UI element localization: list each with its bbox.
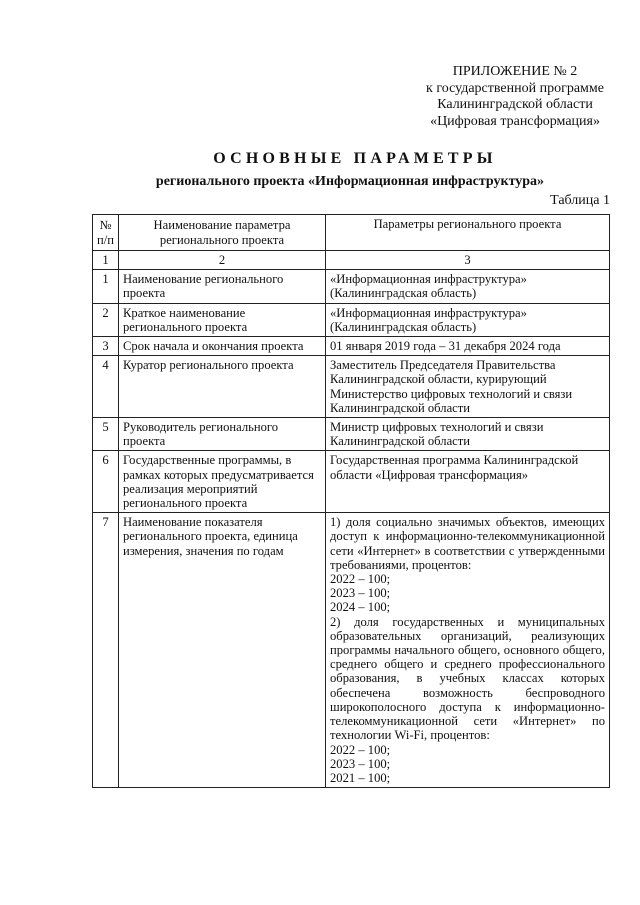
document-title: ОСНОВНЫЕ ПАРАМЕТРЫ: [213, 150, 497, 167]
parameter-value: Министр цифровых технологий и связи Калининградской области: [326, 418, 610, 451]
appendix-ref-line: Калининградской области: [437, 97, 593, 112]
parameter-value: Заместитель Председателя Правительства Калининградской области, курирующий Министерство цифровых технологий и связи Калининградской области: [326, 356, 610, 418]
header-name: Наименование параметра регионального проекта: [119, 215, 326, 251]
appendix-block: [426, 64, 604, 130]
indicator-2-value: 2021 – 100;: [330, 770, 391, 785]
parameter-name: Наименование показателя регионального проекта, единица измерения, значения по годам: [119, 513, 326, 788]
table-row: [93, 418, 610, 451]
indicator-2-value: 2023 – 100;: [330, 756, 391, 771]
parameter-value: Государственная программа Калининградской области «Цифровая трансформация»: [326, 451, 610, 513]
column-number: 3: [326, 251, 610, 270]
header-value: Параметры регионального проекта: [326, 215, 610, 251]
parameter-name: Государственные программы, в рамках которых предусматривается реализация мероприятий регионального проекта: [119, 451, 326, 513]
parameter-name: Руководитель регионального проекта: [119, 418, 326, 451]
header-num: № п/п: [93, 215, 119, 251]
column-number-row: [93, 251, 610, 270]
row-number: 4: [93, 356, 119, 418]
table-row: [93, 356, 610, 418]
parameters-table: [92, 214, 610, 788]
column-number: 2: [119, 251, 326, 270]
indicator-1-value: 2022 – 100;: [330, 572, 391, 587]
row-number: 2: [93, 303, 119, 336]
row-number: 3: [93, 337, 119, 356]
parameter-name: Краткое наименование регионального проекта: [119, 303, 326, 336]
indicator-2-value: 2022 – 100;: [330, 742, 391, 757]
table-row: [93, 270, 610, 303]
document-subtitle: регионального проекта «Информационная инфраструктура»: [155, 174, 545, 189]
row-number: 5: [93, 418, 119, 451]
column-number: 1: [93, 251, 119, 270]
row-number: 1: [93, 270, 119, 303]
indicator-list: [326, 513, 610, 788]
table-row: [93, 303, 610, 336]
appendix-program-name: «Цифровая трансформация»: [430, 113, 600, 129]
row-number: 6: [93, 451, 119, 513]
appendix-number: ПРИЛОЖЕНИЕ № 2: [452, 64, 578, 79]
table-label: Таблица 1: [550, 193, 610, 208]
parameter-value: 01 января 2019 года – 31 декабря 2024 года: [326, 337, 610, 356]
parameter-value: «Информационная инфраструктура» (Калининградская область): [326, 303, 610, 336]
table-row: [93, 337, 610, 356]
table-row: [93, 513, 610, 788]
table-header-row: [93, 215, 610, 251]
indicator-2-text: 2) доля государственных и муниципальных образовательных организаций, реализующих программы начального общего, основного общего, среднего общего и среднего профессионального образования, в учебных классах которых обеспечена возможность беспроводного широкополосного доступа к информационно-телекоммуникационной сети «Интернет» по технологии Wi-Fi, процентов:: [330, 614, 605, 743]
indicator-1-value: 2024 – 100;: [330, 600, 391, 615]
table-row: [93, 451, 610, 513]
parameter-value: «Информационная инфраструктура» (Калининградская область): [326, 270, 610, 303]
appendix-ref-line: к государственной программе: [426, 80, 604, 96]
row-number: 7: [93, 513, 119, 788]
indicator-1-text: 1) доля социально значимых объектов, имеющих доступ к информационно-телекоммуникационной сети «Интернет» в соответствии с утвержденными требованиями, процентов:: [330, 515, 605, 572]
parameter-name: Срок начала и окончания проекта: [119, 337, 326, 356]
parameter-name: Куратор регионального проекта: [119, 356, 326, 418]
parameter-name: Наименование регионального проекта: [119, 270, 326, 303]
indicator-1-value: 2023 – 100;: [330, 586, 391, 601]
